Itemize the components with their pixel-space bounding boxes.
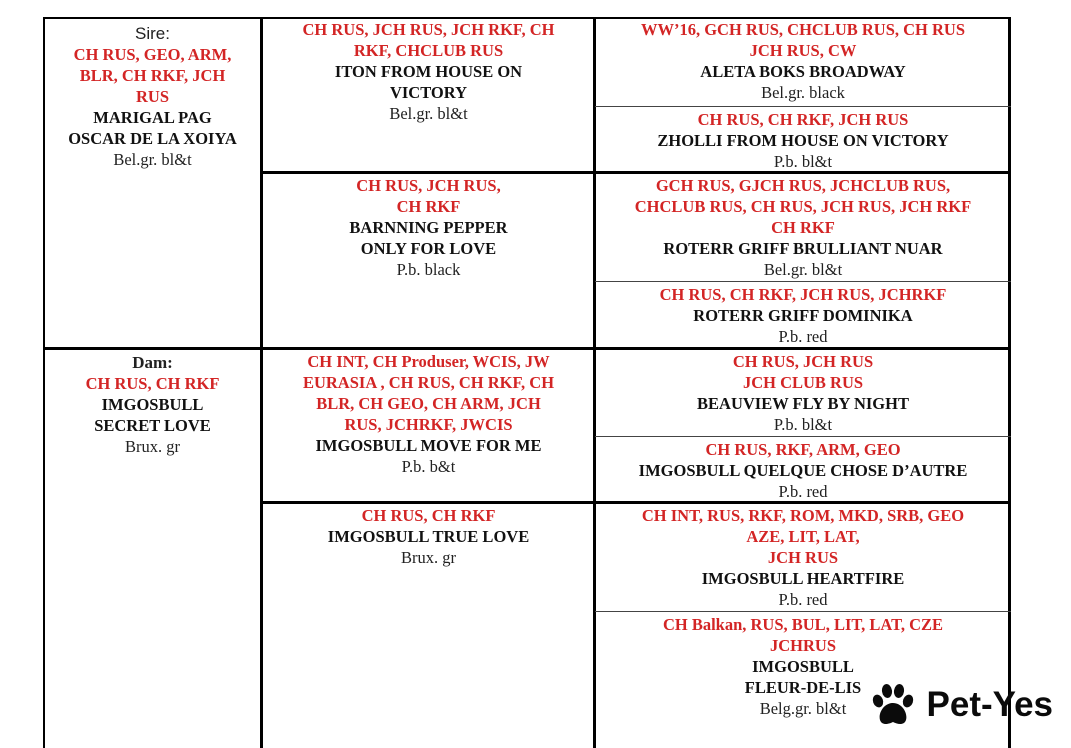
dam-title-line: CH RUS, CH RKF	[85, 374, 220, 393]
dam-father-title-line: RUS, JCHRKF, JWCIS	[344, 415, 513, 434]
ggp-title-line: CH INT, RUS, RKF, ROM, MKD, SRB, GEO	[641, 506, 965, 525]
dam-father-name-line: IMGOSBULL MOVE FOR ME	[315, 436, 542, 455]
ggp-dominika-cell	[595, 282, 1011, 349]
ggp-color: P.b. red	[778, 590, 828, 609]
ggp-roterr-nuar-cell	[595, 173, 1011, 282]
sire-name-line: MARIGAL PAG	[93, 108, 212, 127]
ggp-title-line: CH RUS, CH RKF, JCH RUS	[697, 110, 909, 129]
dam-cell	[43, 349, 262, 748]
ggp-name-line: FLEUR-DE-LIS	[744, 678, 862, 697]
sire-role-label: Sire:	[135, 24, 170, 43]
dam-role-label: Dam:	[132, 353, 173, 372]
ggp-title-line: CHCLUB RUS, CH RUS, JCH RUS, JCH RKF	[634, 197, 972, 216]
dam-mother-name-line: IMGOSBULL TRUE LOVE	[327, 527, 530, 546]
watermark-text: Pet-Yes	[926, 685, 1053, 724]
dam-father-title-line: EURASIA , CH RUS, CH RKF, CH	[302, 373, 555, 392]
ggp-color: Bel.gr. bl&t	[763, 260, 843, 279]
border-gen3-d	[595, 611, 1011, 612]
border-right	[1008, 17, 1011, 748]
ggp-title-line: JCH RUS, CW	[749, 41, 857, 60]
dam-mother-cell	[262, 503, 595, 748]
ggp-title-line: CH Balkan, RUS, BUL, LIT, LAT, CZE	[662, 615, 944, 634]
sire-title-line: RUS	[135, 87, 169, 106]
border-top	[43, 17, 1011, 19]
dam-mother-title-line: CH RUS, CH RKF	[361, 506, 496, 525]
sire-mother-title-line: CH RKF	[396, 197, 461, 216]
sire-mother-color: P.b. black	[396, 260, 461, 279]
sire-title-line: BLR, CH RKF, JCH	[79, 66, 226, 85]
ggp-color: P.b. red	[778, 482, 828, 501]
dam-father-title-line: CH INT, CH Produser, WCIS, JW	[307, 352, 550, 371]
sire-mother-cell	[262, 173, 595, 349]
ggp-quelque-chose-cell	[595, 437, 1011, 503]
sire-father-title-line: CH RUS, JCH RUS, JCH RKF, CH	[302, 20, 555, 39]
pet-yes-watermark	[867, 680, 1053, 730]
ggp-title-line: CH RUS, CH RKF, JCH RUS, JCHRKF	[659, 285, 947, 304]
dam-color: Brux. gr	[125, 437, 180, 456]
dam-name-line: SECRET LOVE	[94, 416, 211, 435]
sire-father-name-line: VICTORY	[389, 83, 468, 102]
ggp-title-line: WW’16, GCH RUS, CHCLUB RUS, CH RUS	[640, 20, 966, 39]
border-col-2	[593, 17, 596, 748]
ggp-name-line: ROTERR GRIFF BRULLIANT NUAR	[663, 239, 943, 258]
ggp-title-line: JCH CLUB RUS	[742, 373, 864, 392]
sire-mother-name-line: ONLY FOR LOVE	[360, 239, 497, 258]
sire-title-line: CH RUS, GEO, ARM,	[73, 45, 232, 64]
ggp-title-line: GCH RUS, GJCH RUS, JCHCLUB RUS,	[655, 176, 951, 195]
pedigree-table	[43, 17, 1011, 748]
ggp-color: Belg.gr. bl&t	[759, 699, 847, 718]
ggp-heartfire-cell	[595, 503, 1011, 612]
border-sire-dam	[43, 347, 1011, 350]
ggp-color: P.b. bl&t	[773, 415, 833, 434]
ggp-zholli-cell	[595, 107, 1011, 173]
ggp-title-line: AZE, LIT, LAT,	[746, 527, 860, 546]
ggp-title-line: CH RUS, JCH RUS	[732, 352, 874, 371]
ggp-name-line: ALETA BOKS BROADWAY	[700, 62, 906, 81]
ggp-title-line: CH RKF	[771, 218, 835, 237]
ggp-name-line: ZHOLLI FROM HOUSE ON VICTORY	[657, 131, 949, 150]
ggp-aleta-cell	[595, 17, 1011, 107]
sire-father-title-line: RKF, CHCLUB RUS	[353, 41, 504, 60]
border-gen3-b	[595, 281, 1011, 282]
ggp-color: P.b. red	[778, 327, 828, 346]
sire-cell	[43, 17, 262, 349]
ggp-title-line: JCHRUS	[769, 636, 836, 655]
dam-father-title-line: BLR, CH GEO, CH ARM, JCH	[316, 394, 541, 413]
ggp-name-line: IMGOSBULL QUELQUE CHOSE D’AUTRE	[638, 461, 968, 480]
border-gen3-a	[595, 106, 1011, 107]
sire-mother-name-line: BARNNING PEPPER	[349, 218, 508, 237]
sire-father-cell	[262, 17, 595, 173]
border-gen3-c	[595, 436, 1011, 437]
sire-father-color: Bel.gr. bl&t	[389, 104, 468, 123]
border-left	[43, 17, 45, 748]
sire-name-line: OSCAR DE LA XOIYA	[68, 129, 237, 148]
sire-mother-title-line: CH RUS, JCH RUS,	[356, 176, 501, 195]
ggp-title-line: JCH RUS	[767, 548, 839, 567]
ggp-title-line: CH RUS, RKF, ARM, GEO	[705, 440, 901, 459]
sire-father-name-line: ITON FROM HOUSE ON	[334, 62, 523, 81]
border-gen2-b	[262, 501, 1011, 504]
ggp-color: Bel.gr. black	[761, 83, 845, 102]
ggp-name-line: ROTERR GRIFF DOMINIKA	[693, 306, 913, 325]
dam-father-cell	[262, 349, 595, 503]
ggp-color: P.b. bl&t	[773, 152, 833, 171]
paw-icon	[867, 680, 917, 730]
dam-name-line: IMGOSBULL	[101, 395, 204, 414]
ggp-name-line: IMGOSBULL HEARTFIRE	[701, 569, 905, 588]
ggp-name-line: IMGOSBULL	[752, 657, 854, 676]
dam-father-color: P.b. b&t	[401, 457, 456, 476]
dam-mother-color: Brux. gr	[401, 548, 456, 567]
ggp-name-line: BEAUVIEW FLY BY NIGHT	[697, 394, 909, 413]
sire-color: Bel.gr. bl&t	[113, 150, 192, 169]
border-gen2-a	[262, 171, 1011, 174]
ggp-beauview-cell	[595, 349, 1011, 437]
border-col-1	[260, 17, 263, 748]
